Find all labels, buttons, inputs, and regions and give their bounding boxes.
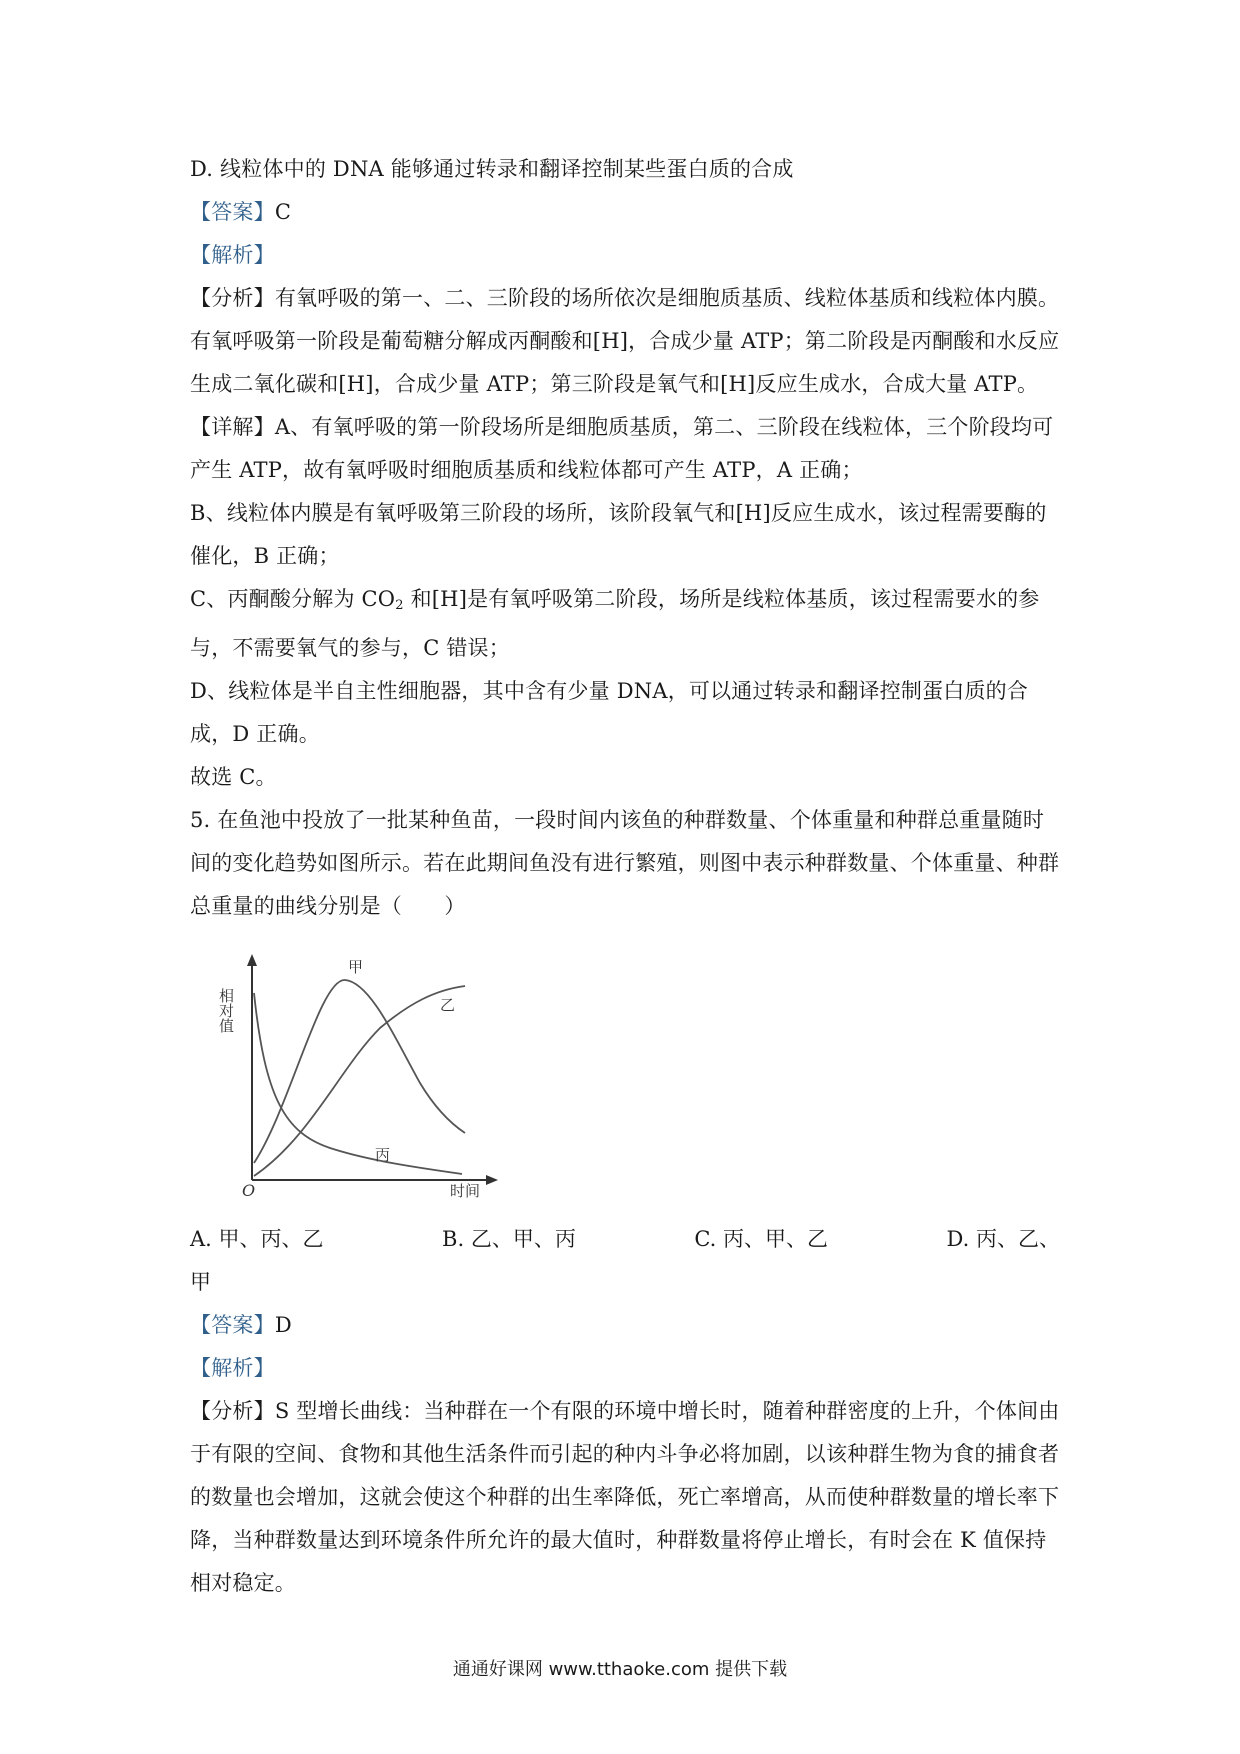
fenxi-text: 有氧呼吸的第一、二、三阶段的场所依次是细胞质基质、线粒体基质和线粒体内膜。有氧呼吸第一阶段是葡萄糖分解成丙酮酸和[H]，合成少量 ATP；第二阶段是丙酮酸和水反应生成二氧化碳和[H]，合成少量 ATP；第三阶段是氧气和[H]反应生成水，合成大量 ATP。: [190, 286, 1060, 396]
option-d: D. 丙、乙、: [946, 1227, 1060, 1251]
option-d-wrap: 甲: [190, 1270, 212, 1294]
answer2-line: [190, 1304, 1060, 1347]
explain-c-pre: C、丙酮酸分解为 CO: [190, 587, 396, 611]
y-axis-label-1: 相对值: [217, 988, 235, 1033]
explain-c: [190, 578, 1060, 670]
co2-subscript: 2: [395, 598, 404, 613]
fenxi2-text: S 型增长曲线：当种群在一个有限的环境中增长时，随着种群密度的上升，个体间由于有限的空间、食物和其他生活条件而引起的种内斗争必将加剧，以该种群生物为食的捕食者的数量也会增加，这就会使这个种群的出生率降低，死亡率增高，从而使种群数量的增长率下降，当种群数量达到环境条件所允许的最大值时，种群数量将停止增长，有时会在 K 值保持相对稳定。: [190, 1399, 1060, 1595]
xiangjie-tag: 【详解】: [190, 415, 275, 439]
option-b: B. 乙、甲、丙: [442, 1227, 576, 1251]
curve-bing: [254, 993, 462, 1174]
fenxi-paragraph: [190, 277, 1060, 406]
page-footer: 通通好课网 www.tthaoke.com 提供下载: [452, 1659, 788, 1680]
option-c: C. 丙、甲、乙: [694, 1227, 829, 1251]
explain-c-post: 和[H]是有氧呼吸第二阶段，场所是线粒体基质，该过程需要水的参与，不需要氧气的参与，C 错误；: [190, 587, 1040, 660]
curve-jia-label: 甲: [348, 958, 364, 976]
conclusion: 故选 C。: [190, 765, 277, 789]
curve-yi-label: 乙: [440, 996, 456, 1014]
fenxi2-tag: 【分析】: [190, 1399, 275, 1423]
population-curves-svg: [217, 948, 520, 1200]
answer-options: [190, 1218, 1060, 1261]
x-axis-label: 时间: [450, 1182, 481, 1200]
answer2-tag: 【答案】: [190, 1313, 275, 1337]
answer-line: [190, 191, 1060, 234]
analysis-tag: 【解析】: [190, 243, 275, 267]
population-figure: [217, 948, 520, 1200]
document-content: [190, 148, 1060, 1605]
option-d-line: D. 线粒体中的 DNA 能够通过转录和翻译控制某些蛋白质的合成: [190, 157, 794, 181]
analysis2-heading: [190, 1347, 1060, 1390]
fenxi2-paragraph: [190, 1390, 1060, 1605]
xiangjie-a-text: A、有氧呼吸的第一阶段场所是细胞质基质，第二、三阶段在线粒体，三个阶段均可产生 ATP，故有氧呼吸时细胞质基质和线粒体都可产生 ATP，A 正确；: [190, 415, 1054, 482]
curve-yi: [254, 986, 465, 1176]
answer-tag: 【答案】: [190, 200, 275, 224]
answer2-value: D: [274, 1313, 292, 1337]
analysis-heading: [190, 234, 1060, 277]
origin-label: O: [242, 1181, 256, 1200]
explain-b: B、线粒体内膜是有氧呼吸第三阶段的场所，该阶段氧气和[H]反应生成水，该过程需要酶的催化，B 正确；: [190, 501, 1047, 568]
curve-bing-label: 丙: [375, 1146, 391, 1164]
y-axis-arrow: [247, 954, 257, 966]
explain-d: D、线粒体是半自主性细胞器，其中含有少量 DNA，可以通过转录和翻译控制蛋白质的合成，D 正确。: [190, 679, 1029, 746]
answer-value: C: [274, 200, 292, 224]
fenxi-tag: 【分析】: [190, 286, 275, 310]
analysis2-tag: 【解析】: [190, 1356, 275, 1380]
xiangjie-paragraph: [190, 406, 1060, 492]
question-5: 5. 在鱼池中投放了一批某种鱼苗，一段时间内该鱼的种群数量、个体重量和种群总重量随时间的变化趋势如图所示。若在此期间鱼没有进行繁殖，则图中表示种群数量、个体重量、种群总重量的曲线分别是（ ）: [190, 808, 1060, 918]
curve-jia: [254, 980, 465, 1163]
option-a: A. 甲、丙、乙: [190, 1227, 324, 1251]
x-axis-arrow: [486, 1175, 498, 1185]
